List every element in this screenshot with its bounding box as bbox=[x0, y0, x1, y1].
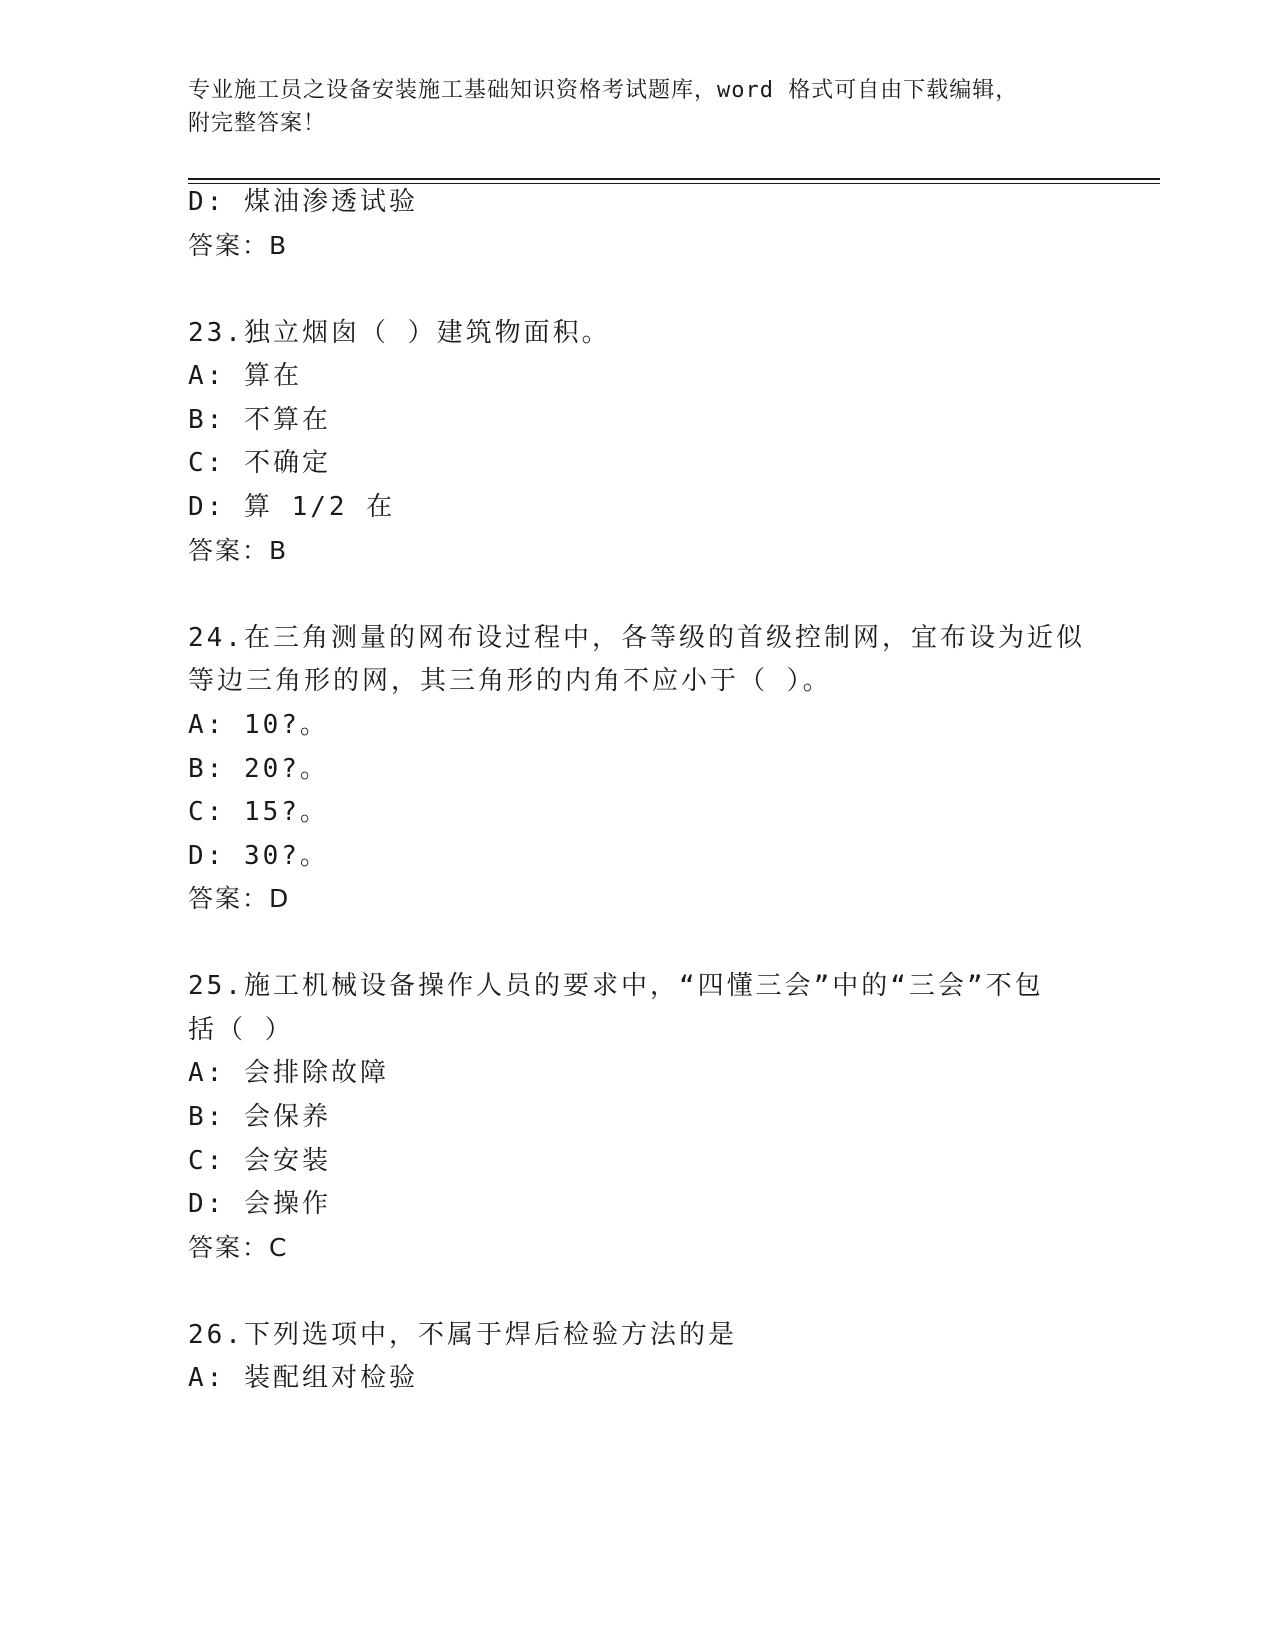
q22-answer: 答案：B bbox=[188, 231, 289, 260]
q23-option-b: B: 不算在 bbox=[188, 405, 331, 435]
q25-option-d: D: 会操作 bbox=[188, 1189, 331, 1219]
q26-option-a: A: 装配组对检验 bbox=[188, 1363, 418, 1393]
header-line-1: 专业施工员之设备安装施工基础知识资格考试题库，word 格式可自由下载编辑， bbox=[188, 78, 1019, 103]
document-header bbox=[188, 74, 1088, 140]
q24-option-a: A: 10?。 bbox=[188, 710, 329, 740]
q23-option-c: C: 不确定 bbox=[188, 448, 331, 478]
q24-option-b: B: 20?。 bbox=[188, 754, 329, 784]
q23-answer: 答案：B bbox=[188, 536, 289, 565]
q24-stem-line-1: 24.在三角测量的网布设过程中，各等级的首级控制网，宜布设为近似 bbox=[188, 623, 1085, 653]
q24-stem-line-2: 等边三角形的网，其三角形的内角不应小于（ ）。 bbox=[188, 666, 832, 696]
q24-option-c: C: 15?。 bbox=[188, 797, 329, 827]
q25-stem-line-2: 括（ ） bbox=[188, 1015, 294, 1045]
q23-option-d: D: 算 1/2 在 bbox=[188, 492, 396, 522]
q24-option-d: D: 30?。 bbox=[188, 841, 329, 871]
q22-option-d: D: 煤油渗透试验 bbox=[188, 187, 418, 217]
header-divider-thick bbox=[188, 178, 1160, 180]
q25-option-c: C: 会安装 bbox=[188, 1146, 331, 1176]
q23-stem: 23.独立烟囱（ ）建筑物面积。 bbox=[188, 318, 611, 348]
q25-stem-line-1: 25.施工机械设备操作人员的要求中，“四懂三会”中的“三会”不包 bbox=[188, 971, 1044, 1001]
q25-option-b: B: 会保养 bbox=[188, 1102, 331, 1132]
q23-option-a: A: 算在 bbox=[188, 361, 302, 391]
header-divider-thin bbox=[188, 183, 1160, 184]
q25-option-a: A: 会排除故障 bbox=[188, 1058, 389, 1088]
header-line-2: 附完整答案！ bbox=[188, 111, 327, 136]
q25-answer: 答案：C bbox=[188, 1233, 289, 1262]
q24-answer: 答案：D bbox=[188, 884, 291, 913]
q26-stem: 26.下列选项中，不属于焊后检验方法的是 bbox=[188, 1320, 737, 1350]
